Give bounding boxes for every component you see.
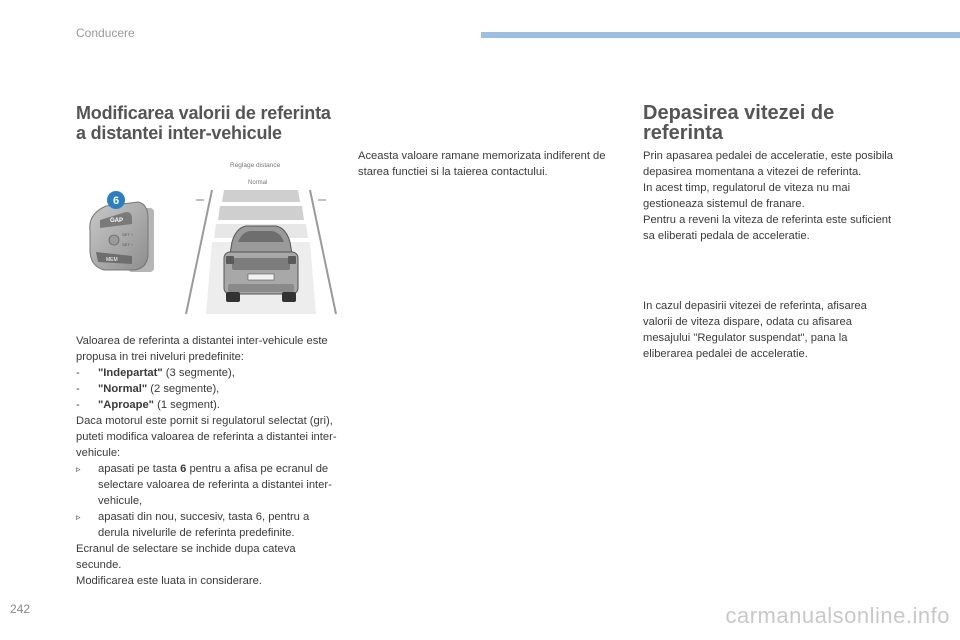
car-rear-icon	[224, 226, 298, 302]
right-heading-line2: referinta	[643, 122, 724, 144]
left-heading-line1: Modificarea valorii de referinta	[76, 103, 331, 123]
section-title: Conducere	[76, 26, 135, 40]
set-minus-label: SET −	[122, 242, 134, 247]
distance-levels-intro: Valoarea de referinta a distantei inter-vehicule este propusa in trei niveluri predefinite:	[76, 335, 328, 363]
screen-level-label: Normal	[248, 180, 268, 186]
watermark: carmanualsonline.info	[725, 603, 950, 628]
left-column-body	[76, 333, 341, 589]
left-heading-line2: a distantei inter-vehicule	[76, 123, 282, 143]
step-item-1	[76, 461, 341, 509]
modify-condition-text: Daca motorul este pornit si regulatorul selectat (gri), puteti modifica valoarea de referinta a distantei inter-vehicule:	[76, 415, 337, 459]
step1-key: 6	[180, 463, 187, 475]
list-dash: -	[76, 383, 80, 395]
level-detail-near: (1 segment).	[154, 399, 220, 411]
screen-closing-text: Ecranul de selectare se inchide dupa cateva secunde.	[76, 543, 296, 571]
middle-column-body	[358, 148, 626, 180]
step1-text-post: pentru a afisa pe ecranul de selectare valoarea de referinta a distantei inter-vehicule,	[98, 463, 332, 507]
overspeed-para1: Prin apasarea pedalei de acceleratie, este posibila depasirea momentana a vitezei de referinta.	[643, 150, 894, 178]
right-section-heading	[643, 103, 834, 143]
gap-button-label: GAP	[110, 218, 124, 224]
list-dash: -	[76, 367, 80, 379]
left-section-heading	[76, 103, 331, 143]
right-column-note	[643, 298, 898, 362]
mem-button-label: MEM	[106, 257, 118, 263]
distance-segment-2	[218, 206, 304, 220]
level-item-near	[76, 397, 341, 413]
overspeed-para4: In cazul depasirii vitezei de referinta, afisarea valorii de viteza dispare, odata cu afisarea mesajului "Regulator suspendat", pana la eliberarea pedalei de acceleratie.	[643, 300, 867, 360]
callout-number: 6	[112, 195, 120, 207]
screen-title: Réglage distance	[230, 162, 281, 169]
page-number: 242	[10, 602, 31, 616]
header-accent-bar	[481, 32, 960, 38]
overspeed-para3: Pentru a reveni la viteza de referinta este suficient sa eliberati pedala de acceleratie.	[643, 214, 892, 242]
distance-segment-1	[222, 190, 300, 202]
level-item-far	[76, 365, 341, 381]
memorized-value-text: Aceasta valoare ramane memorizata indiferent de starea functiei si la taierea contactului.	[358, 150, 606, 178]
overspeed-para2: In acest timp, regulatorul de viteza nu mai gestioneaza sistemul de franare.	[643, 182, 851, 210]
step1-text-pre: apasati pe tasta	[98, 463, 181, 475]
step2-text: apasati din nou, succesiv, tasta 6, pentru a derula nivelurile de referinta predefinite.	[98, 511, 310, 539]
level-label-far: "Indepartat"	[98, 367, 163, 379]
step-item-2	[76, 509, 341, 541]
step-arrow-icon: ▹	[76, 512, 81, 522]
set-plus-label: SET +	[122, 232, 134, 237]
distance-setting-screen-illustration	[184, 158, 338, 316]
level-label-normal: "Normal"	[98, 383, 148, 395]
step-arrow-icon: ▹	[76, 464, 81, 474]
level-item-normal	[76, 381, 341, 397]
right-column-body	[643, 148, 898, 244]
change-confirmed-text: Modificarea este luata in considerare.	[76, 575, 262, 587]
level-label-near: "Aproape"	[98, 399, 154, 411]
level-detail-far: (3 segmente),	[162, 367, 235, 379]
list-dash: -	[76, 399, 80, 411]
level-detail-normal: (2 segmente),	[147, 383, 220, 395]
cruise-control-stalk-illustration	[86, 190, 156, 276]
right-heading-line1: Depasirea vitezei de	[643, 102, 835, 124]
